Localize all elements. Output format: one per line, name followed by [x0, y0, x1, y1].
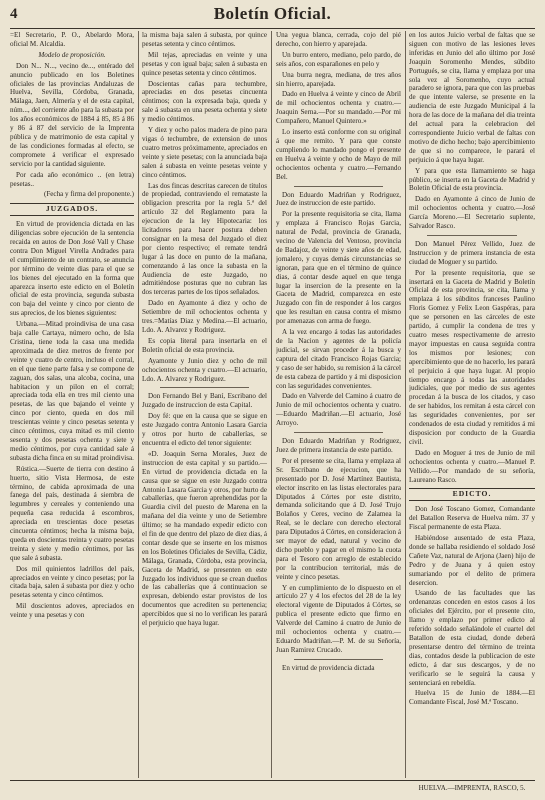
paragraph: Don Eduardo Madriñan y Rodriguez, Juez de primera instancia de este partido.: [276, 437, 401, 454]
paragraph: Es copia literal para insertarla en el Boletín oficial de esta provincia.: [142, 336, 267, 354]
paragraph: Dos mil quinientos ladrillos del país, apreciados en veinte y cinco pesetas; por la citada baja, salen á subasta por diez y ocho pesetas setenta y cinco céntimos.: [10, 564, 134, 600]
paragraph: Una yegua blanca, cerrada, cojo del pié derecho, con hierro y aparejada.: [276, 31, 401, 48]
separator: [294, 186, 383, 187]
paragraph: Dado en Ayamonte á diez y ocho de Setiembre de mil ochocientos ochenta y tres.=Matías Diaz y Medina.—El actuario, Ldo. A. Alvarez y Rodriguez.: [142, 299, 267, 334]
paragraph: Dado en Huelva á veinte y cinco de Abril de mil ochocientos ochenta y cuatro.—Joaquin Serna.—Por su mandado.—Por mi Compañero, Manuel Quintero.»: [276, 90, 401, 126]
newspaper-title: Boletín Oficial.: [213, 4, 332, 23]
paragraph: Lo inserto está conforme con su original á que me remito. Y para que conste cumpliendo lo mandado pongo el presente en Huelva á veinte y ocho de Mayo de mil ochocientos ochenta y cuatro.—Fernando Bel.: [276, 128, 401, 181]
paragraph: Huelva 15 de Junio de 1884.—El Comandante Fiscal, José M.ª Toscano.: [409, 689, 535, 707]
separator: [427, 235, 517, 236]
paragraph: Las dos fincas descritas carecen de títulos de propiedad, contraviendo el remataste la obligacion prescrita por la regla 5.ª del artículo 32 del Reglamento para la ejecucion de la ley Hipotecaria: los licitadores para hacer postura deben consignar en la mesa del Juzgado el diez por ciento respectivo; el remate tendrá lugar á las doce en punto de la mañana, comenzando á las once la subasta en la Audiencia de este Juzgado, no admitiéndose posturas que no cubran las dos terceras partes de los tipos señalados.: [142, 181, 267, 297]
paragraph: Una burra negra, mediana, de tres años sin hierro, aparejada.: [276, 70, 401, 88]
paragraph: Don José Toscano Gomez, Comandante del Batallon Reserva de Huelva núm. 37 y Fiscal permanente de esta Plaza.: [409, 505, 535, 532]
paragraph: En virtud de providencia dictada en las diligencias sobre ejecución de la sentencia recaida en autos de Don José Vall y Chase contra Don Miguel Virella Andrades para el cumplimiento de un contrato, se anuncia por término de veinte dias para el que se los bienes del ejecutado en la forma que aparezca inserto este edicto en el Boletín oficial de esta provincia, segunda subasta con baja del veinte y cinco por ciento de sus aprecios, de los bienes siguientes:: [10, 220, 134, 318]
paragraph: Habiéndose ausentado de esta Plaza, donde se hallaba residiendo el soldado José Cañete Vaz, natural de Arjona (Jaen) hijo de Pedro y de Juana y á quien estoy sumariando por el delito de primera desercion.: [409, 534, 535, 587]
paragraph: Doscientas cañas para techumbre, apreciadas en dos pesetas cincuenta céntimos; con la expresada baja, queda y sale á subasta en una peseta ochenta y siete y medio céntimos.: [142, 79, 267, 124]
paragraph: Mil tejas, apreciadas en veinte y una pesetas y con igual baja; salen á subasta en quince pesetas setenta y cinco céntimos.: [142, 50, 267, 77]
section-heading: EDICTO.: [409, 488, 535, 501]
paragraph: Don Manuel Pérez Vellido, Juez de Instruccion y de primera instancia de esta ciudad de Moguer y su partido.: [409, 239, 535, 266]
paragraph: Y en cumplimiento de lo dispuesto en el artículo 27 y 4 los efectos del 28 de la ley electoral vigente de Diputados á Córtes, se publica el presente edicto que firmo en Valverde del Camino á cuatro de Junio de mil ochocientos ochenta y cuatro.—Eduardo Madriñan.—P. M. de su Señoría, Juan Ramirez Crucado.: [276, 583, 401, 654]
paragraph: «D. Joaquin Serna Morales, Juez de instruccion de esta capital y su partido.—En virtud de providencia dictada en la causa que se sigue en este Juzgado contra Antonio Lasara Garcia y otros, por hurto de caballerías, que fueron aprehendidas por la Guardia civil del puesto de Marena en la mañana del dia veinte y uno de Setiembre último; se ha mandado expedir edicto con el fin de que dentro del plazo de diez dias, á contar desde que se inserte en los mismos en los Boletines Oficiales de Sevilla, Cádiz, Málaga, Granada, Córdoba, esta provincia, Gaceta de Madrid, se presenten en este Juzgado los individuos que se crean dueños de las caballerías que á continuacion se expresan, debiendo estar provistos de los documentos que acrediten su pertenencia; apercibidos que si no lo verifican les parará el perjuicio que haya lugar.: [142, 449, 267, 628]
column-divider: [271, 31, 272, 778]
paragraph: Dado en Ayamonte á cinco de Junio de mil ochocientos ochenta y cuatro.—José García Moreno.—El Secretario suplente, Salvador Rasco.: [409, 195, 535, 231]
paragraph: Un burro entero, mediano, pelo pardo, de seis años, con esparañones en pelo y: [276, 50, 401, 68]
separator: [294, 659, 383, 660]
paragraph: Urbana.—Mitad proindivisa de una casa baja calle Cartaya, número ocho, de Isla Cristina, tiene toda la casa una medida aproximada de diez metros de frente por veinte y cuatro de centro, incluso el corral, en el que tiene parte falsa y se compone de zaguan, dos salas, una alcoba, cocina, una habitacion y un pilon en el corral; apreciada toda ella en tres mil ciento una pesetas, de las que bajando el veinte y cinco por ciento, queda en dos mil trescientas veinte y cinco pesetas setenta y cinco céntimos, cuya mitad es mil ciento sesenta y dos pesetas ochenta y siete y medio céntimos, por cuya cantidad sale á subasta dicha finca en su mitad proindivisa.: [10, 320, 134, 462]
section-subtitle: Modelo de proposición.: [38, 50, 106, 59]
column-3: [276, 31, 401, 778]
paragraph: Por la presente requisitoria se cita, llama y emplaza á Francisco Rojas Garcia, natural de Pedal, provincia de Granada, vecino de Valencia del Ventoso, provincia de Badajoz, de veinte y siete años de edad, jornalero, y cuyas demás circunstancias se ignoran, para que en el término de quince dias, á contar desde aquel en que tenga lugar la insercion de la presente en la Gaceta de Madrid, comparezca en este Juzgado con fin de responder á los cargos que les resultan en causa contra el mismo por amenazas con arma de fuego.: [276, 210, 401, 326]
paragraph: Usando de las facultades que las ordenanzas conceden en estos casos á los oficiales del Ejército, por el presente cito, llamo y emplazo por primer edicto al referido soldado señalándole el cuartel del Batallon de esta ciudad, donde deberá presentarse dentro del término de treinta dias, contados desde la publicacion de este edicto, á dar sus descargos, y de no verificarlo se le seguirá la causa y sentenciará en rebeldía.: [409, 589, 535, 687]
paragraph: Rústica.—Suerte de tierra con destino á huerto, sitio Vista Hermosa, de este término, de cabida aproximada de una fanega del país, destinada á siembra de legumbres y cereales y conteniendo una pequeña casa reducida á escombros, apreciada en trescientas doce pesetas cincuenta céntimos; hecha la misma baja, queda en doscientas treinta y cuatro pesetas treinta y siete y medio céntimos, por las que sale á subasta.: [10, 464, 134, 562]
paragraph: Don N... N..., vecino de..., entérado del anuncio publicado en los Boletines oficiales de las provincias Andaluzas de Huelva, Sevilla, Córdoba, Granada, Málaga, Jaen, Almería y el de esta capital, núm..., del corriente año para la subasta por los años económicos de 1884 á 85, 85 á 86 y 86 á 87 del servicio de la Imprenta pública y de matrimonio de esta capital y de las condiciones formadas al efecto, se compromete á verificar el expresado servicio por la cantidad siguiente.: [10, 61, 134, 168]
paragraph: Dado en Moguer á tres de Junio de mil ochocientos ochenta y cuatro.—Manuel P. Vellido.—Por mandado de su señoría, Laureano Rasco.: [409, 448, 535, 484]
paragraph: Y diez y ocho palos madera de pino para vigas ó techumbre, de extension de unos cuatro metros próximamente, apreciados en veinte y siete pesetas; con la anunciada baja salen á subasta en veinte pesetas veinte y cinco céntimos.: [142, 126, 267, 179]
section-heading: JUZGADOS.: [10, 203, 134, 216]
page-number: 4: [10, 6, 18, 22]
paragraph: en los autos Juicio verbal de faltas que se siguen con motivo de las lesiones leves inferidas en Junio del año último por José Joaquin Soromenho Mendes, súbdito Portugués, se cita, llama y emplaza por una sola vez al Soromenho, cuyo actual paradero se ignora, para que con las pruebas de que intente valerse, se presente en la audiencia de este Juzgado Municipal á la hora de las doce de la mañana del dia treinta del actual para la celebracion del correspondiente Juicio verbal de faltas con motivo de dicho hecho; bajo apercibimiento de que si no comparece, le parará el perjuicio á que haya lugar.: [409, 31, 535, 164]
separator: [160, 387, 249, 388]
paragraph: En virtud de providencia dictada: [282, 663, 375, 672]
separator: [294, 432, 383, 433]
paragraph: Por cada año económico .. (en letra) pesetas..: [10, 170, 134, 188]
column-2: [142, 31, 267, 778]
paragraph: A la vez encargo á todas las autoridades de la Nacion y agentes de la policía judicial, se sirvan proceder á la busca y captura del citado Francisco Rojas Garcia; y caso de ser habido, su remision á la cárcel de esta cabeza de partido y á mi disposicion con las seguridades convenientes.: [276, 328, 401, 390]
footer-rule: [10, 780, 535, 781]
paragraph: la misma baja salen á subasta, por quince pesetas setenta y cinco céntimos.: [142, 31, 267, 48]
column-divider: [405, 31, 406, 778]
paragraph: Por el presente se cita, llama y emplaza al Sr. Escribano de ejecucion, que ha presentado por D. José Martínez Bautista, elector inscrito en las listas electorales para Diputados á Córtes por este distrito, demanda solicitando que á D. José Trujo Bolaños y Ceres, vecino de Zalamea la Real, se le declare con derecho electoral para Diputados á Córtes, en consideracion á ser mayor de edad, natural y vecino de dicho pueblo y pagar en el mismo la cuota para el Tesoro con arreglo de establecido por la contribucion territorial, más de veinte y cinco pesetas.: [276, 456, 401, 581]
paragraph: Don Fernando Bel y Baní, Escribano del Juzgado de instruccion de esta Capital.: [142, 392, 267, 410]
paragraph: Dado en Valverde del Camino á cuatro de Junio de mil ochocientos ochenta y cuatro.—Eduardo Madriñan.—El actuario, José Arroyo.: [276, 392, 401, 428]
paragraph: Por la presente requisitoria, que se insertará en la Gaceta de Madrid y Boletín Oficial de esta provincia, se cita, llama y emplaza á los súbditos franceses Paulino Floris Gomez y Felix Leon Gaspéras, para que se personen en las cárceles de este partido, á cumplir la condena de tres y cuatro meses respectivamente de arresto mayor impuestas en causa seguida contra los mismos por lesiones; con apercibimiento que de no hacerlo, les parará el perjuicio á que haya lugar. Al propio tiempo encargo á todas las autoridades judiciales, que por medio de sus agentes procedan á la busca de los citados, y caso de ser habidos, los remitan á esta cárcel con las seguridades convenientes, por ser condenados de esta ciudad y remitidos á mi disposicion por conducto de la Guardia civil.: [409, 268, 535, 446]
printer-imprint: HUELVA.—IMPRENTA, RASCO, 5.: [418, 784, 526, 792]
paragraph: (Fecha y firma del proponente.): [43, 190, 134, 199]
paragraph: Ayamonte y Junio diez y ocho de mil ochocientos ochenta y cuatro.—El actuario, Ldo. A. Alvarez y Rodriguez.: [142, 356, 267, 383]
paragraph: Y para que esta llamamiento se haga público, se inserta en la Gaceta de Madrid y Boletín Oficial de esta provincia.: [409, 166, 535, 193]
paragraph: Mil doscientos adoves, apreciados en veinte y una pesetas y con: [10, 602, 134, 620]
column-1: [10, 31, 134, 778]
column-4: [409, 31, 535, 778]
paragraph: Doy fé: que en la causa que se sigue en este Juzgado contra Antonio Lasara Garcia y otros por hurto de caballerías, se encuentra el edicto del tenor siguiente:: [142, 412, 267, 447]
paragraph: Don Eduardo Madriñan y Rodriguez, Juez de instruccion de este partido.: [276, 190, 401, 208]
paragraph: =El Secretario, P. O., Abelardo Mora, oficial M. Alcaldía.: [10, 31, 134, 48]
column-divider: [138, 31, 139, 778]
header-rule: [10, 28, 535, 29]
